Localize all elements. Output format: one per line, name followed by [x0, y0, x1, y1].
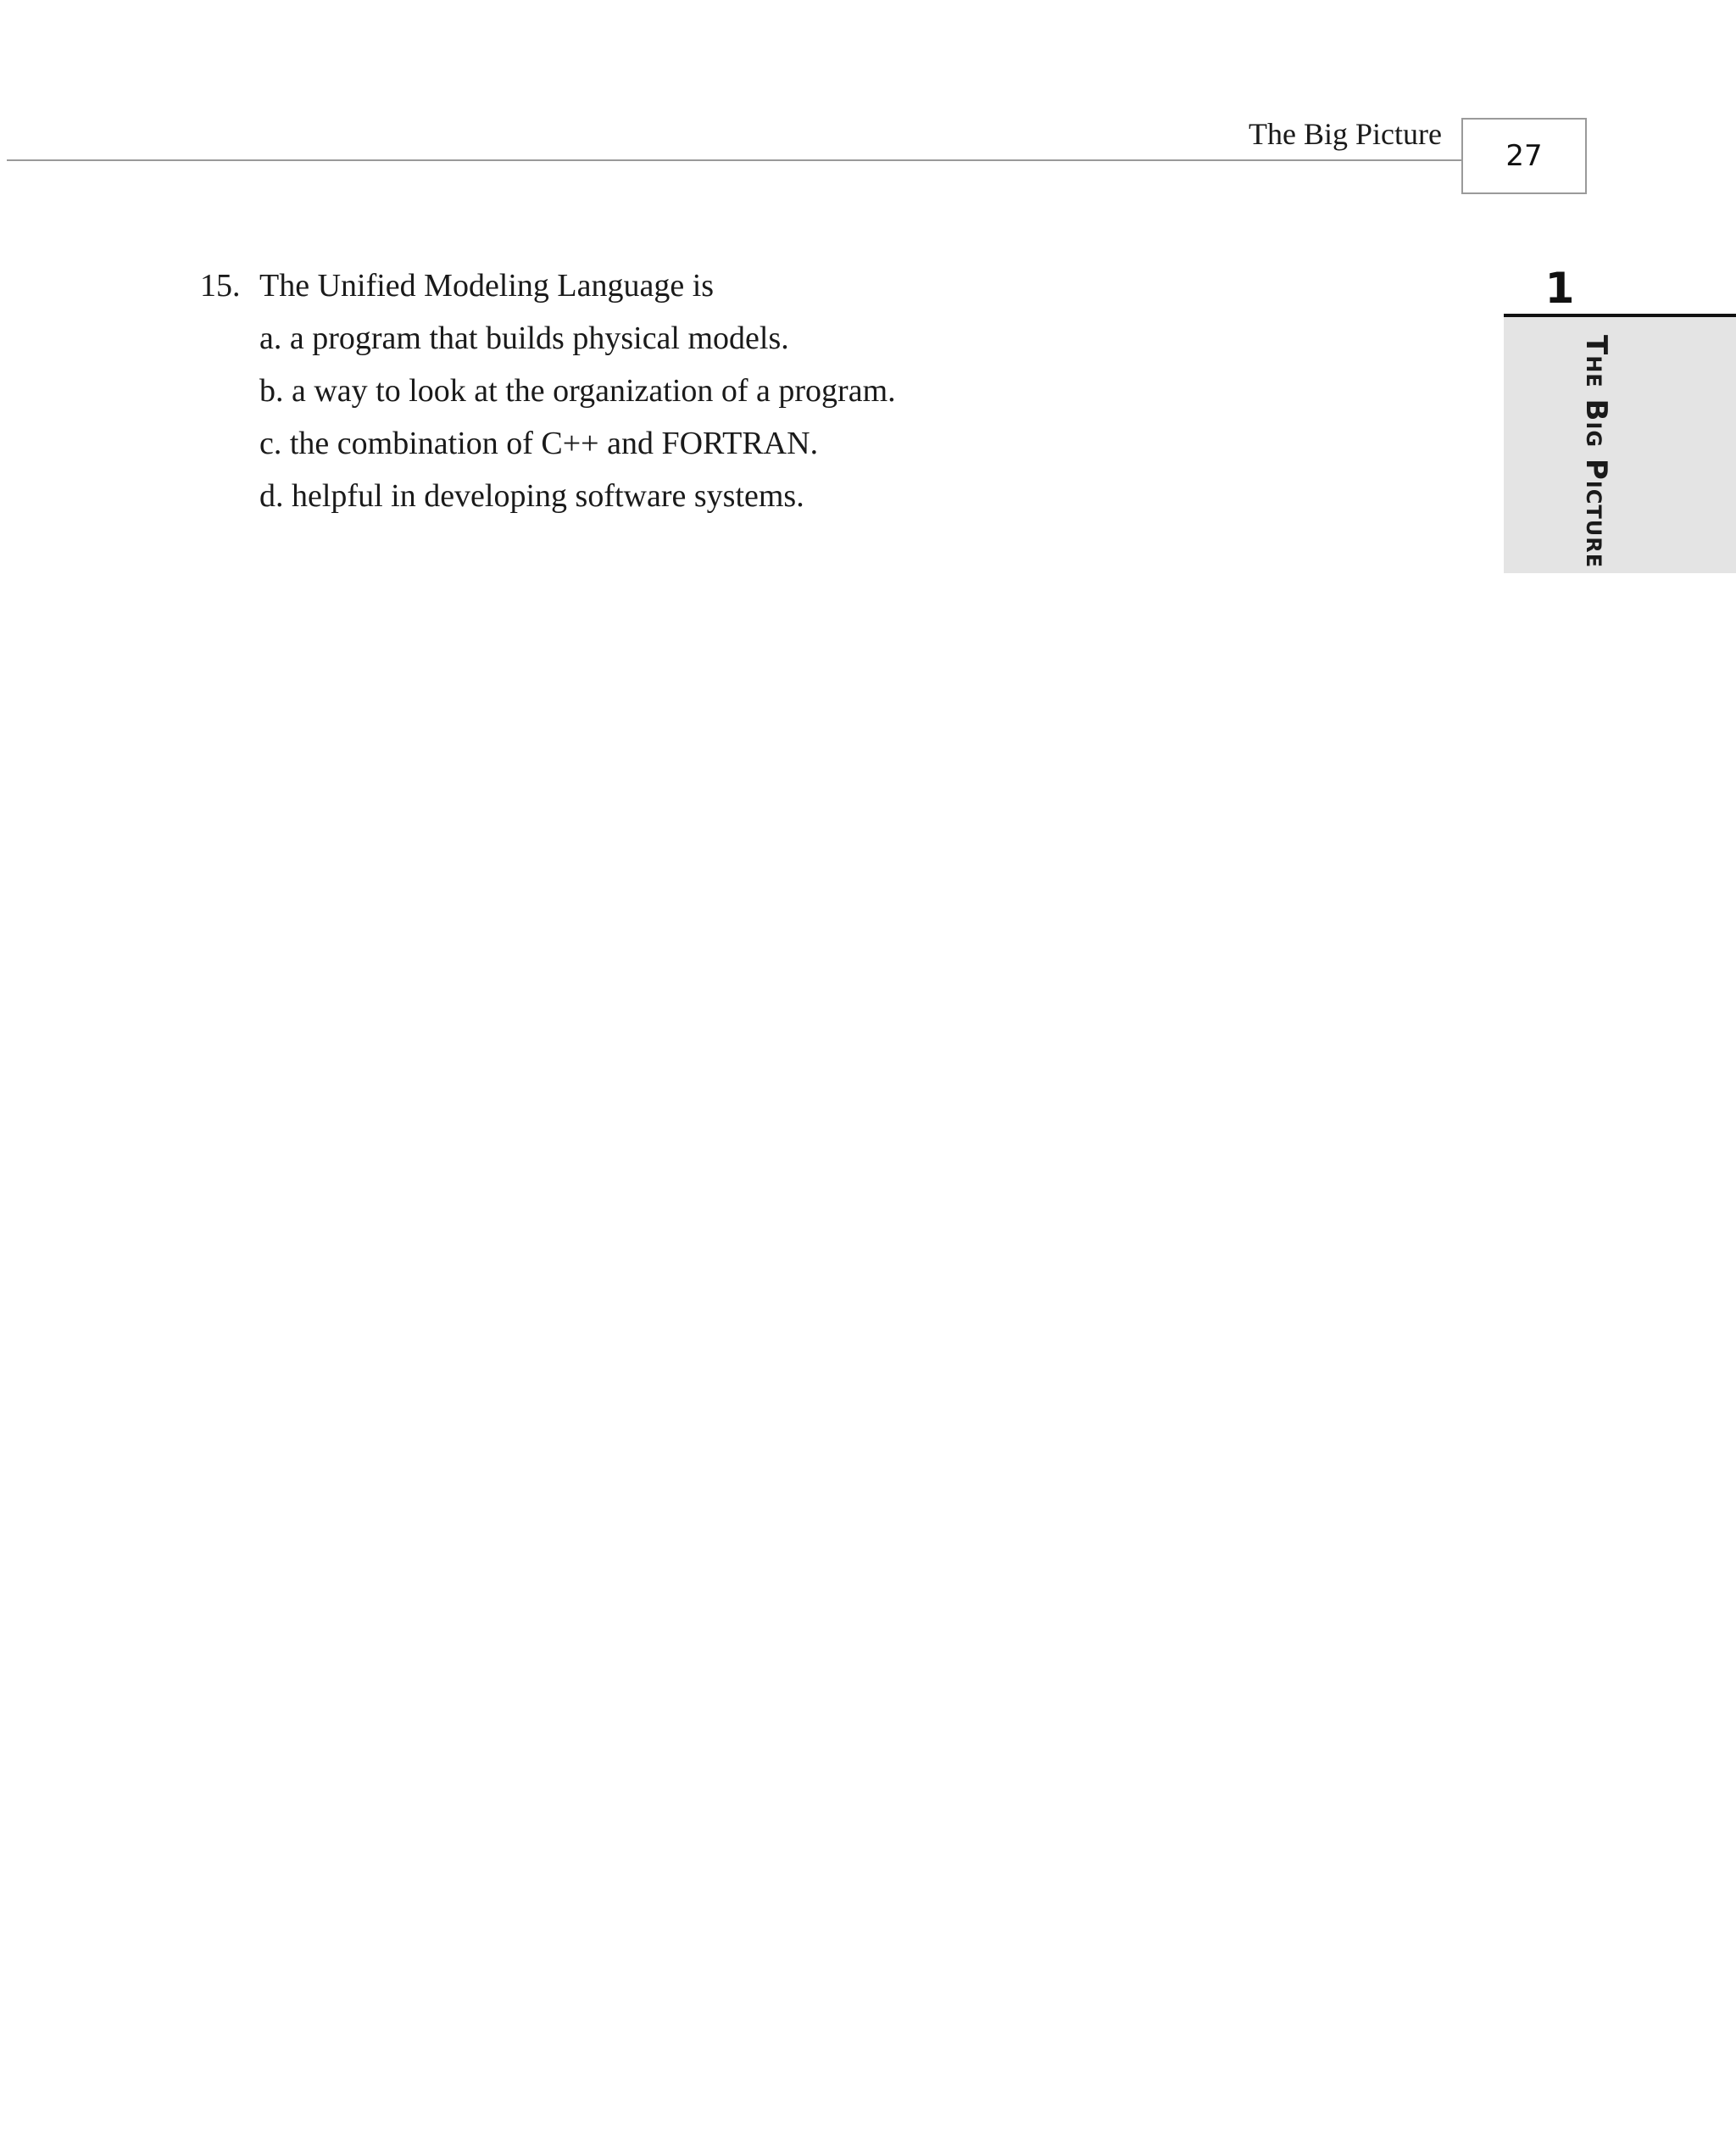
answer-option-a: a. a program that builds physical models. — [259, 321, 789, 356]
chapter-tab-label: The Big Picture — [1579, 335, 1613, 569]
page-number: 27 — [1505, 139, 1543, 173]
answer-option-d: d. helpful in developing software systems. — [259, 478, 804, 514]
question-stem-line — [200, 259, 896, 312]
running-header-title: The Big Picture — [1249, 117, 1442, 151]
page-number-box — [1461, 118, 1587, 194]
header-rule — [7, 159, 1463, 161]
question-stem: The Unified Modeling Language is — [259, 268, 715, 304]
answer-option-b: b. a way to look at the organization of a program. — [259, 373, 896, 409]
answer-options — [200, 312, 896, 522]
question-15 — [200, 259, 896, 522]
chapter-number: 1 — [1544, 264, 1575, 313]
answer-option-c: c. the combination of C++ and FORTRAN. — [259, 426, 819, 461]
question-number: 15. — [200, 268, 241, 304]
chapter-thumb-tab — [1504, 317, 1736, 573]
